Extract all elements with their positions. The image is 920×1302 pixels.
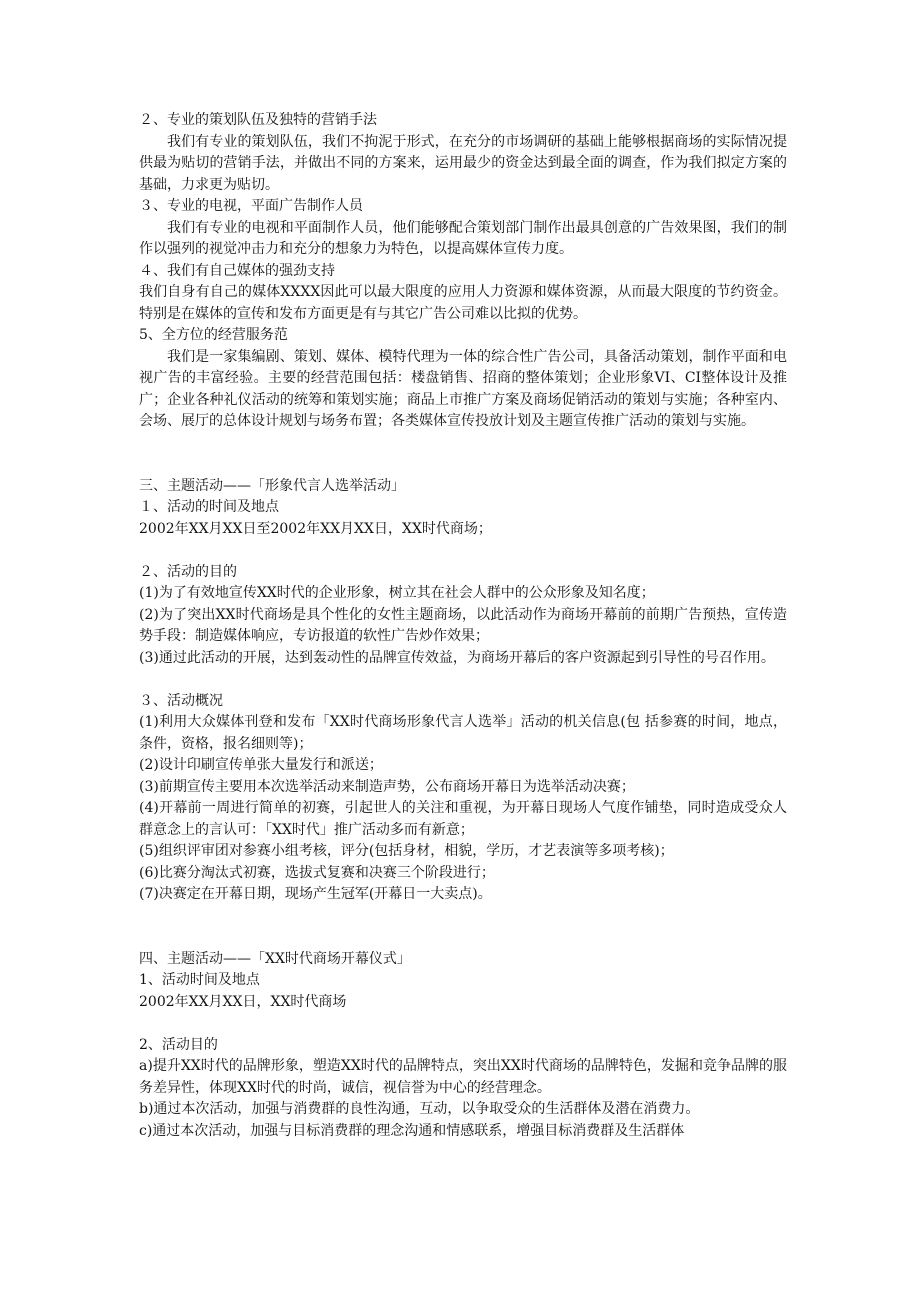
section-three-overview-1: (1)利用大众媒体刊登和发布「XX时代商场形象代言人选举」活动的机关信息(包 括参赛的时间，地点，条件，资格，报名细则等)；: [139, 714, 787, 752]
section-three-purpose-1: (1)为了有效地宣传XX时代的企业形象，树立其在社会人群中的公众形象及知名度；: [139, 585, 655, 601]
spacer: [139, 906, 787, 949]
section-three-purpose-2: (2)为了突出XX时代商场是具个性化的女性主题商场，以此活动作为商场开幕前的前期广告预热，宣传造势手段：制造媒体响应，专访报道的软性广告炒作效果；: [139, 606, 787, 644]
section-four-time-text: 2002年XX月XX日，XX时代商场: [139, 993, 347, 1010]
document-page: [139, 110, 787, 1142]
section-four-purpose-a: a)提升XX时代的品牌形象，塑造XX时代的品牌特点，突出XX时代商场的品牌特色，发掘和竞争品牌的服务差异性，体现XX时代的时尚，诚信，视信誉为中心的经营理念。: [139, 1058, 787, 1096]
spacer: [139, 1013, 787, 1035]
section-four-purpose-c: c)通过本次活动，加强与目标消费群的理念沟通和情感联系，增强目标消费群及生活群体: [139, 1122, 685, 1139]
section-three-overview-4: (4)开幕前一周进行简单的初赛，引起世人的关注和重视，为开幕日现场人气度作铺垫，同时造成受众人群意念上的言认可：「XX时代」推广活动多而有新意；: [139, 800, 787, 838]
paragraph-tv-print: 我们有专业的电视和平面制作人员，他们能够配合策划部门制作出最具创意的广告效果图，我们的制作以强列的视觉冲击力和充分的想象力为特色，以提高媒体宣传力度。: [139, 219, 787, 257]
section-four-purpose-b: b)通过本次活动，加强与消费群的良性沟通，互动，以争取受众的生活群体及潜在消费力。: [139, 1101, 700, 1117]
section-three-overview-2: (2)设计印刷宣传单张大量发行和派送；: [139, 757, 383, 773]
paragraph-service-scope: 我们是一家集编剧、策划、媒体、模特代理为一体的综合性广告公司，具备活动策划，制作平面和电视广告的丰富经验。主要的经营范围包括：楼盘销售、招商的整体策划；企业形象VI、CI整体设计及推广；企业各种礼仪活动的统筹和策划实施；商品上市推广方案及商场促销活动的策划与实施；各种室内、会场、展厅的总体设计规划与场务布置；各类媒体宣传投放计划及主题宣传推广活动的策划与实施。: [139, 348, 787, 429]
spacer: [139, 540, 787, 562]
section-three-overview-heading: ３、活动概况: [139, 692, 223, 709]
spacer: [139, 433, 787, 476]
section-three-time-heading: １、活动的时间及地点: [139, 499, 279, 515]
heading-professional-planning: ２、专业的策划队伍及独特的营销手法: [139, 112, 377, 128]
paragraph-own-media: 我们自身有自己的媒体XXXX因此可以最大限度的应用人力资源和媒体资源，从而最大限度的节约资金。特别是在媒体的宣传和发布方面更是有与其它广告公司难以比拟的优势。: [139, 284, 787, 322]
section-three-overview-6: (6)比赛分淘汰式初赛，选拔式复赛和决赛三个阶段进行；: [139, 864, 495, 881]
heading-tv-print-staff: ３、专业的电视，平面广告制作人员: [139, 198, 363, 214]
heading-service-scope: 5、全方位的经营服务范: [139, 327, 288, 343]
section-three-overview-3: (3)前期宣传主要用本次选举活动来制造声势，公布商场开幕日为选举活动决赛；: [139, 778, 635, 795]
spacer: [139, 669, 787, 691]
section-three-title: 三、主题活动——「形象代言人选举活动」: [139, 477, 405, 494]
section-three-overview-7: (7)决赛定在开幕日期，现场产生冠军(开幕日一大卖点)。: [139, 886, 492, 902]
section-three-purpose-heading: ２、活动的目的: [139, 563, 237, 580]
section-four-purpose-heading: 2、活动目的: [139, 1036, 218, 1053]
section-four-time-heading: 1、活动时间及地点: [139, 972, 260, 988]
section-three-overview-5: (5)组织评审团对参赛小组考核，评分(包括身材，相貌，学历，才艺表演等多项考核)；: [139, 843, 674, 859]
section-three-purpose-3: (3)通过此活动的开展，达到轰动性的品牌宣传效益，为商场开幕后的客户资源起到引导性的号召作用。: [139, 649, 775, 666]
section-four-title: 四、主题活动——「XX时代商场开幕仪式」: [139, 950, 411, 967]
heading-own-media: ４、我们有自己媒体的强劲支持: [139, 262, 335, 279]
paragraph-planning: 我们有专业的策划队伍，我们不拘泥于形式，在充分的市场调研的基础上能够根据商场的实际情况提供最为贴切的营销手法，并做出不同的方案来，运用最少的资金达到最全面的调查，作为我们拟定方案的基础，力求更为贴切。: [139, 133, 787, 193]
section-three-time-text: 2002年XX月XX日至2002年XX月XX日，XX时代商场；: [139, 520, 492, 537]
